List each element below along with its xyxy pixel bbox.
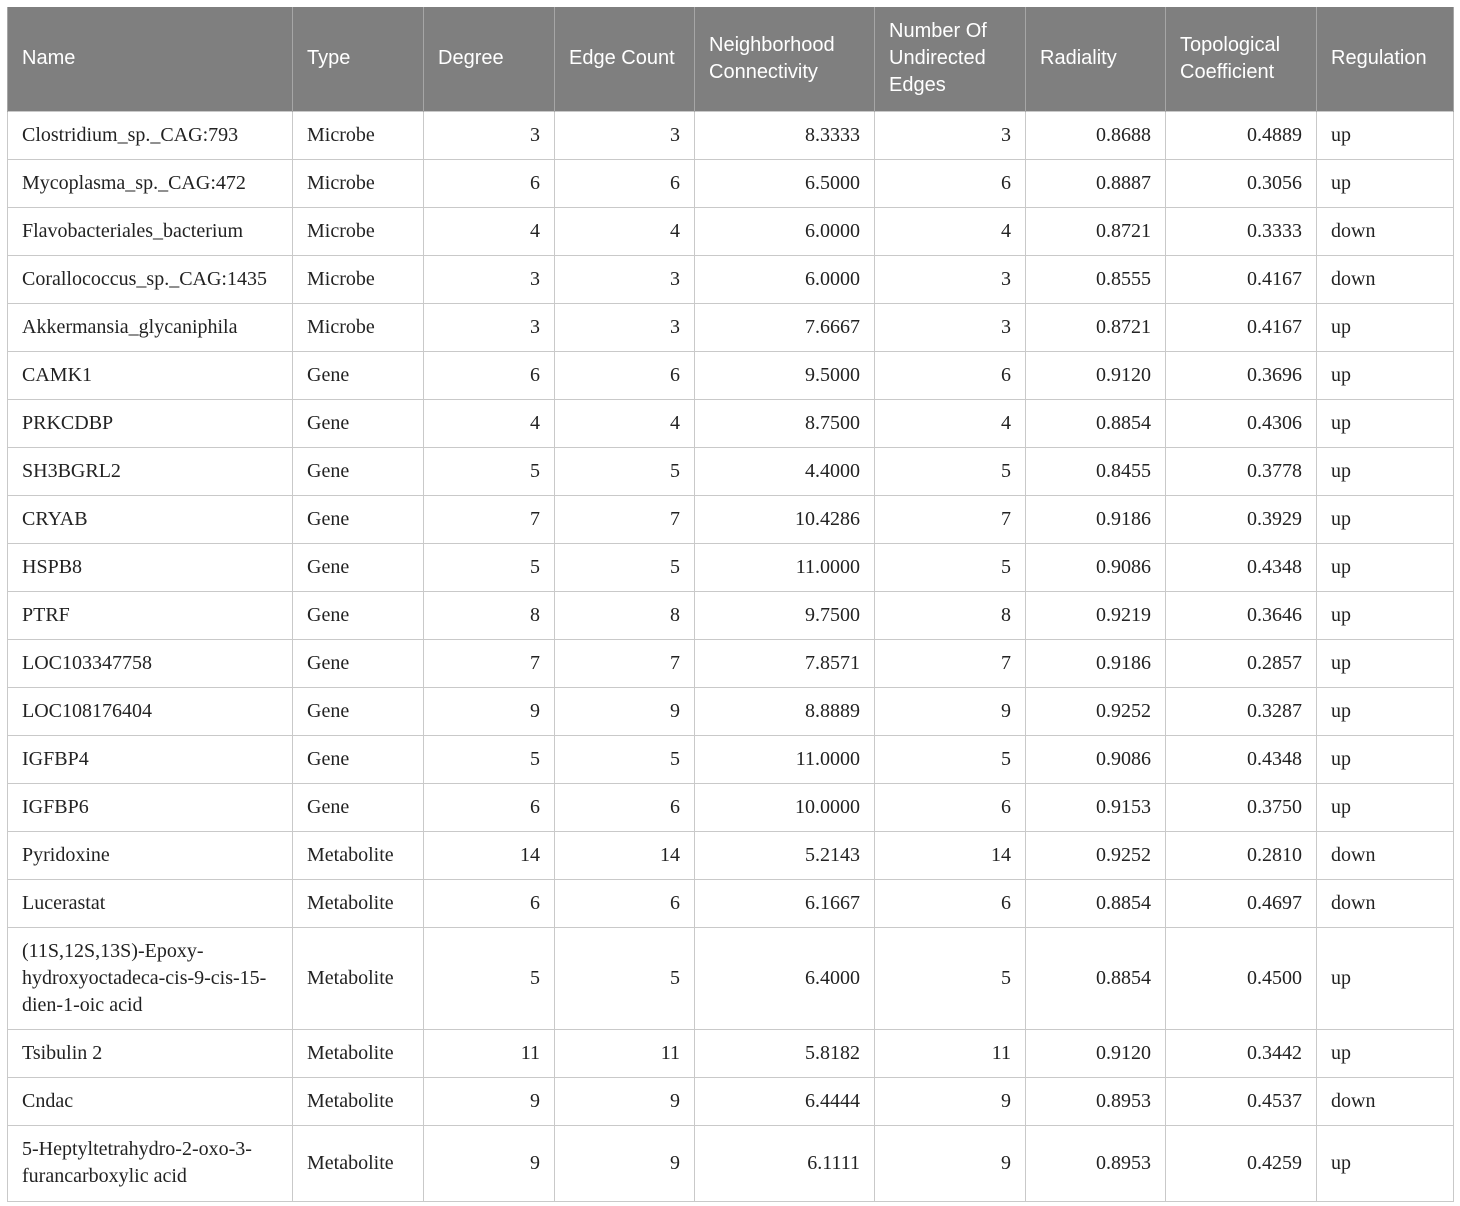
cell-edge-count: 3 [555, 111, 695, 159]
column-header-undirected-edges: Number Of Undirected Edges [875, 7, 1026, 111]
cell-regulation: up [1317, 687, 1454, 735]
cell-neighborhood-connectivity: 6.0000 [695, 207, 875, 255]
cell-regulation: up [1317, 351, 1454, 399]
cell-radiality: 0.8455 [1026, 447, 1166, 495]
cell-type: Gene [293, 783, 424, 831]
cell-edge-count: 3 [555, 255, 695, 303]
cell-regulation: up [1317, 399, 1454, 447]
cell-type: Gene [293, 447, 424, 495]
cell-type: Microbe [293, 255, 424, 303]
cell-degree: 14 [424, 831, 555, 879]
table-row [8, 1125, 1454, 1201]
cell-type: Microbe [293, 207, 424, 255]
table-row [8, 159, 1454, 207]
header-row [8, 7, 1454, 111]
cell-topological-coefficient: 0.3750 [1166, 783, 1317, 831]
cell-topological-coefficient: 0.4259 [1166, 1125, 1317, 1201]
cell-radiality: 0.9120 [1026, 1029, 1166, 1077]
cell-neighborhood-connectivity: 8.8889 [695, 687, 875, 735]
cell-name: LOC108176404 [8, 687, 293, 735]
cell-degree: 6 [424, 783, 555, 831]
cell-neighborhood-connectivity: 6.0000 [695, 255, 875, 303]
network-topology-table [7, 7, 1454, 1202]
cell-radiality: 0.9186 [1026, 639, 1166, 687]
cell-undirected-edges: 8 [875, 591, 1026, 639]
cell-type: Microbe [293, 111, 424, 159]
cell-regulation: up [1317, 159, 1454, 207]
cell-neighborhood-connectivity: 11.0000 [695, 735, 875, 783]
table-row [8, 207, 1454, 255]
cell-regulation: up [1317, 543, 1454, 591]
cell-degree: 3 [424, 255, 555, 303]
cell-degree: 11 [424, 1029, 555, 1077]
table-header [8, 7, 1454, 111]
cell-topological-coefficient: 0.4167 [1166, 255, 1317, 303]
cell-undirected-edges: 4 [875, 399, 1026, 447]
cell-undirected-edges: 7 [875, 495, 1026, 543]
cell-name: (11S,12S,13S)-Epoxy-hydroxyoctadeca-cis-9-cis-15-dien-1-oic acid [8, 927, 293, 1029]
cell-degree: 3 [424, 111, 555, 159]
cell-radiality: 0.9086 [1026, 543, 1166, 591]
cell-radiality: 0.8688 [1026, 111, 1166, 159]
cell-neighborhood-connectivity: 8.3333 [695, 111, 875, 159]
cell-name: PRKCDBP [8, 399, 293, 447]
cell-radiality: 0.8555 [1026, 255, 1166, 303]
cell-neighborhood-connectivity: 10.4286 [695, 495, 875, 543]
cell-regulation: down [1317, 207, 1454, 255]
cell-name: Pyridoxine [8, 831, 293, 879]
cell-degree: 5 [424, 927, 555, 1029]
cell-name: Lucerastat [8, 879, 293, 927]
cell-edge-count: 5 [555, 543, 695, 591]
cell-degree: 5 [424, 543, 555, 591]
data-table-container [7, 7, 1453, 1202]
cell-radiality: 0.9219 [1026, 591, 1166, 639]
cell-name: Corallococcus_sp._CAG:1435 [8, 255, 293, 303]
cell-topological-coefficient: 0.2810 [1166, 831, 1317, 879]
cell-type: Gene [293, 591, 424, 639]
cell-regulation: up [1317, 495, 1454, 543]
cell-undirected-edges: 7 [875, 639, 1026, 687]
cell-name: IGFBP4 [8, 735, 293, 783]
column-header-type: Type [293, 7, 424, 111]
cell-degree: 9 [424, 1125, 555, 1201]
cell-undirected-edges: 6 [875, 159, 1026, 207]
cell-degree: 7 [424, 495, 555, 543]
cell-edge-count: 6 [555, 159, 695, 207]
cell-edge-count: 4 [555, 207, 695, 255]
cell-edge-count: 14 [555, 831, 695, 879]
table-row [8, 1077, 1454, 1125]
cell-radiality: 0.8854 [1026, 879, 1166, 927]
cell-radiality: 0.9252 [1026, 831, 1166, 879]
cell-neighborhood-connectivity: 6.1667 [695, 879, 875, 927]
cell-edge-count: 9 [555, 687, 695, 735]
cell-edge-count: 7 [555, 639, 695, 687]
cell-topological-coefficient: 0.3646 [1166, 591, 1317, 639]
cell-type: Gene [293, 399, 424, 447]
cell-edge-count: 3 [555, 303, 695, 351]
cell-radiality: 0.8854 [1026, 927, 1166, 1029]
cell-type: Gene [293, 735, 424, 783]
cell-undirected-edges: 11 [875, 1029, 1026, 1077]
cell-type: Gene [293, 351, 424, 399]
cell-neighborhood-connectivity: 7.6667 [695, 303, 875, 351]
cell-type: Metabolite [293, 879, 424, 927]
cell-edge-count: 5 [555, 447, 695, 495]
cell-radiality: 0.8721 [1026, 303, 1166, 351]
cell-name: 5-Heptyltetrahydro-2-oxo-3-furancarboxylic acid [8, 1125, 293, 1201]
cell-type: Metabolite [293, 831, 424, 879]
cell-name: LOC103347758 [8, 639, 293, 687]
cell-type: Metabolite [293, 927, 424, 1029]
cell-topological-coefficient: 0.3333 [1166, 207, 1317, 255]
cell-undirected-edges: 9 [875, 1125, 1026, 1201]
cell-radiality: 0.9086 [1026, 735, 1166, 783]
cell-regulation: up [1317, 783, 1454, 831]
cell-radiality: 0.8854 [1026, 399, 1166, 447]
cell-regulation: up [1317, 303, 1454, 351]
cell-undirected-edges: 5 [875, 927, 1026, 1029]
cell-undirected-edges: 6 [875, 351, 1026, 399]
cell-regulation: down [1317, 831, 1454, 879]
cell-topological-coefficient: 0.3056 [1166, 159, 1317, 207]
table-row [8, 783, 1454, 831]
cell-edge-count: 5 [555, 735, 695, 783]
cell-degree: 4 [424, 207, 555, 255]
cell-neighborhood-connectivity: 7.8571 [695, 639, 875, 687]
table-body [8, 111, 1454, 1201]
cell-degree: 6 [424, 159, 555, 207]
cell-type: Gene [293, 495, 424, 543]
cell-name: Cndac [8, 1077, 293, 1125]
cell-name: Tsibulin 2 [8, 1029, 293, 1077]
column-header-regulation: Regulation [1317, 7, 1454, 111]
cell-name: Flavobacteriales_bacterium [8, 207, 293, 255]
table-row [8, 879, 1454, 927]
cell-edge-count: 6 [555, 879, 695, 927]
table-row [8, 591, 1454, 639]
cell-name: CRYAB [8, 495, 293, 543]
cell-type: Microbe [293, 303, 424, 351]
cell-type: Metabolite [293, 1029, 424, 1077]
cell-regulation: up [1317, 1125, 1454, 1201]
table-row [8, 447, 1454, 495]
cell-edge-count: 8 [555, 591, 695, 639]
cell-type: Metabolite [293, 1077, 424, 1125]
cell-topological-coefficient: 0.4348 [1166, 735, 1317, 783]
cell-undirected-edges: 6 [875, 879, 1026, 927]
cell-regulation: down [1317, 1077, 1454, 1125]
cell-undirected-edges: 5 [875, 447, 1026, 495]
cell-topological-coefficient: 0.4537 [1166, 1077, 1317, 1125]
cell-radiality: 0.8953 [1026, 1125, 1166, 1201]
cell-radiality: 0.8721 [1026, 207, 1166, 255]
cell-degree: 5 [424, 447, 555, 495]
cell-edge-count: 9 [555, 1125, 695, 1201]
cell-type: Gene [293, 687, 424, 735]
cell-undirected-edges: 9 [875, 1077, 1026, 1125]
cell-edge-count: 6 [555, 351, 695, 399]
cell-neighborhood-connectivity: 4.4000 [695, 447, 875, 495]
cell-topological-coefficient: 0.4348 [1166, 543, 1317, 591]
cell-undirected-edges: 4 [875, 207, 1026, 255]
column-header-neighborhood-connectivity: Neighborhood Connectivity [695, 7, 875, 111]
cell-radiality: 0.9252 [1026, 687, 1166, 735]
table-row [8, 399, 1454, 447]
cell-undirected-edges: 3 [875, 303, 1026, 351]
table-row [8, 927, 1454, 1029]
cell-neighborhood-connectivity: 9.5000 [695, 351, 875, 399]
cell-topological-coefficient: 0.4167 [1166, 303, 1317, 351]
cell-edge-count: 5 [555, 927, 695, 1029]
cell-regulation: down [1317, 879, 1454, 927]
cell-edge-count: 4 [555, 399, 695, 447]
column-header-degree: Degree [424, 7, 555, 111]
cell-regulation: up [1317, 927, 1454, 1029]
cell-degree: 6 [424, 351, 555, 399]
cell-name: SH3BGRL2 [8, 447, 293, 495]
cell-regulation: up [1317, 447, 1454, 495]
table-row [8, 1029, 1454, 1077]
cell-topological-coefficient: 0.3287 [1166, 687, 1317, 735]
column-header-name: Name [8, 7, 293, 111]
cell-undirected-edges: 3 [875, 111, 1026, 159]
cell-degree: 9 [424, 1077, 555, 1125]
cell-topological-coefficient: 0.4500 [1166, 927, 1317, 1029]
column-header-edge-count: Edge Count [555, 7, 695, 111]
cell-edge-count: 6 [555, 783, 695, 831]
cell-topological-coefficient: 0.3929 [1166, 495, 1317, 543]
cell-undirected-edges: 6 [875, 783, 1026, 831]
table-row [8, 255, 1454, 303]
column-header-radiality: Radiality [1026, 7, 1166, 111]
table-row [8, 831, 1454, 879]
table-row [8, 351, 1454, 399]
cell-degree: 9 [424, 687, 555, 735]
cell-neighborhood-connectivity: 6.4000 [695, 927, 875, 1029]
cell-name: PTRF [8, 591, 293, 639]
cell-undirected-edges: 5 [875, 735, 1026, 783]
cell-name: HSPB8 [8, 543, 293, 591]
cell-degree: 4 [424, 399, 555, 447]
cell-edge-count: 7 [555, 495, 695, 543]
cell-regulation: up [1317, 591, 1454, 639]
cell-name: CAMK1 [8, 351, 293, 399]
cell-topological-coefficient: 0.3696 [1166, 351, 1317, 399]
cell-neighborhood-connectivity: 6.1111 [695, 1125, 875, 1201]
cell-edge-count: 11 [555, 1029, 695, 1077]
column-header-topological-coefficient: Topological Coefficient [1166, 7, 1317, 111]
table-row [8, 495, 1454, 543]
cell-name: Clostridium_sp._CAG:793 [8, 111, 293, 159]
cell-neighborhood-connectivity: 5.8182 [695, 1029, 875, 1077]
cell-topological-coefficient: 0.2857 [1166, 639, 1317, 687]
cell-radiality: 0.8953 [1026, 1077, 1166, 1125]
cell-edge-count: 9 [555, 1077, 695, 1125]
cell-radiality: 0.9120 [1026, 351, 1166, 399]
cell-regulation: up [1317, 1029, 1454, 1077]
cell-name: IGFBP6 [8, 783, 293, 831]
table-row [8, 639, 1454, 687]
cell-topological-coefficient: 0.4697 [1166, 879, 1317, 927]
cell-regulation: up [1317, 111, 1454, 159]
table-row [8, 303, 1454, 351]
cell-topological-coefficient: 0.4306 [1166, 399, 1317, 447]
cell-topological-coefficient: 0.4889 [1166, 111, 1317, 159]
cell-undirected-edges: 5 [875, 543, 1026, 591]
table-row [8, 111, 1454, 159]
cell-degree: 6 [424, 879, 555, 927]
cell-radiality: 0.8887 [1026, 159, 1166, 207]
table-row [8, 543, 1454, 591]
cell-name: Mycoplasma_sp._CAG:472 [8, 159, 293, 207]
cell-type: Microbe [293, 159, 424, 207]
cell-type: Gene [293, 639, 424, 687]
cell-neighborhood-connectivity: 6.5000 [695, 159, 875, 207]
cell-neighborhood-connectivity: 5.2143 [695, 831, 875, 879]
cell-degree: 3 [424, 303, 555, 351]
cell-radiality: 0.9186 [1026, 495, 1166, 543]
cell-neighborhood-connectivity: 9.7500 [695, 591, 875, 639]
cell-topological-coefficient: 0.3778 [1166, 447, 1317, 495]
cell-undirected-edges: 14 [875, 831, 1026, 879]
cell-neighborhood-connectivity: 8.7500 [695, 399, 875, 447]
cell-type: Metabolite [293, 1125, 424, 1201]
cell-undirected-edges: 9 [875, 687, 1026, 735]
table-row [8, 735, 1454, 783]
cell-undirected-edges: 3 [875, 255, 1026, 303]
cell-neighborhood-connectivity: 11.0000 [695, 543, 875, 591]
cell-name: Akkermansia_glycaniphila [8, 303, 293, 351]
cell-regulation: up [1317, 735, 1454, 783]
cell-neighborhood-connectivity: 10.0000 [695, 783, 875, 831]
cell-type: Gene [293, 543, 424, 591]
cell-regulation: up [1317, 639, 1454, 687]
cell-degree: 5 [424, 735, 555, 783]
cell-degree: 7 [424, 639, 555, 687]
cell-regulation: down [1317, 255, 1454, 303]
cell-radiality: 0.9153 [1026, 783, 1166, 831]
table-row [8, 687, 1454, 735]
cell-neighborhood-connectivity: 6.4444 [695, 1077, 875, 1125]
cell-degree: 8 [424, 591, 555, 639]
cell-topological-coefficient: 0.3442 [1166, 1029, 1317, 1077]
